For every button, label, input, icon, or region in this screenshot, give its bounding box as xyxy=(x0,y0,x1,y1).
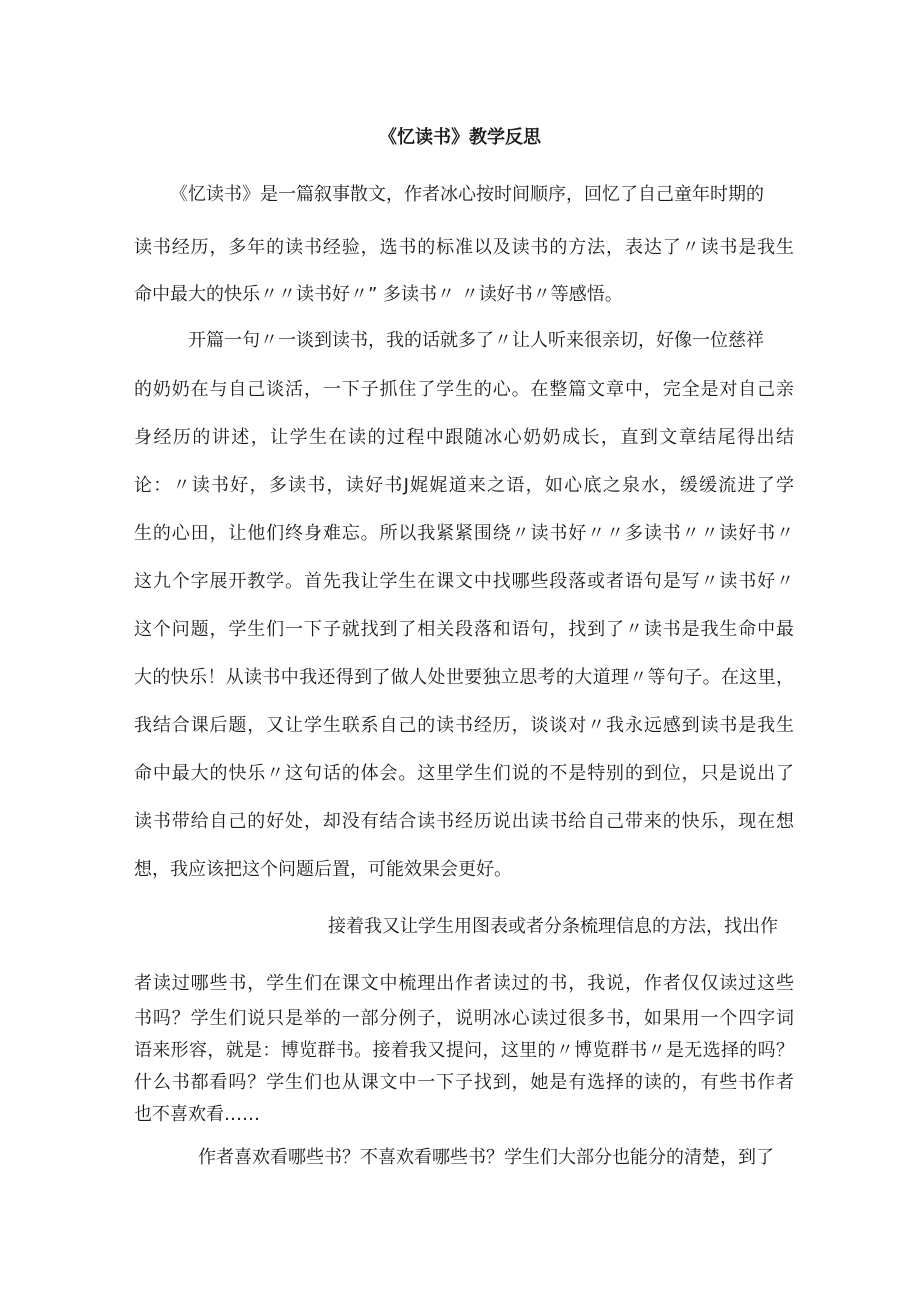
paragraph-line: 命中最大的快乐〃这句话的体会。这里学生们说的不是特别的到位，只是说出了 xyxy=(134,763,794,784)
paragraph-line: 想，我应该把这个问题后置，可能效果会更好。 xyxy=(134,859,512,880)
paragraph-line: 接着我又让学生用图表或者分条梳理信息的方法，找出作 xyxy=(328,916,778,937)
paragraph-line: 语来形容，就是：博览群书。接着我又提问，这里的〃博览群书〃是无选择的吗？ xyxy=(134,1040,794,1061)
paragraph-line: 也不喜欢看…… xyxy=(134,1104,260,1125)
paragraph-line: 这九个字展开教学。首先我让学生在课文中找哪些段落或者语句是写〃读书好〃 xyxy=(134,571,794,592)
paragraph-line: 论：〃读书好，多读书，读好书J娓娓道来之语，如心底之泉水，缓缓流进了学 xyxy=(134,475,794,496)
paragraph-line: 作者喜欢看哪些书？不喜欢看哪些书？学生们大部分也能分的清楚，到了 xyxy=(198,1147,774,1168)
paragraph-line: 《忆读书》是一篇叙事散文，作者冰心按时间顺序，回忆了自己童年时期的 xyxy=(170,184,764,205)
paragraph-line: 身经历的讲述，让学生在读的过程中跟随冰心奶奶成长，直到文章结尾得出结 xyxy=(134,427,794,448)
paragraph-line: 读书带给自己的好处，却没有结合读书经历说出读书给自己带来的快乐，现在想 xyxy=(134,811,794,832)
paragraph-line: 读书经历，多年的读书经验，选书的标准以及读书的方法，表达了〃读书是我生 xyxy=(134,237,794,258)
paragraph-line: 书吗？学生们说只是举的一部分例子，说明冰心读过很多书，如果用一个四字词 xyxy=(134,1008,794,1029)
paragraph-line: 者读过哪些书，学生们在课文中梳理出作者读过的书，我说，作者仅仅读过这些 xyxy=(134,973,794,994)
paragraph-line: 这个问题，学生们一下子就找到了相关段落和语句，找到了〃读书是我生命中最 xyxy=(134,619,794,640)
paragraph-line: 的奶奶在与自己谈活，一下子抓住了学生的心。在整篇文章中，完全是对自己亲 xyxy=(134,379,794,400)
paragraph-line: 开篇一句〃一谈到读书，我的话就多了〃让人听来很亲切，好像一位慈祥 xyxy=(188,330,764,351)
document-title: 《忆读书》教学反思 xyxy=(379,127,541,148)
paragraph-line: 我结合课后题，又让学生联系自己的读书经历，谈谈对〃我永远感到读书是我生 xyxy=(134,715,794,736)
paragraph-line: 生的心田，让他们终身难忘。所以我紧紧围绕〃读书好〃〃多读书〃〃读好书〃 xyxy=(134,523,794,544)
paragraph-line: 命中最大的快乐〃〃读书好〃” 多读书〃 〃读好书〃等感悟。 xyxy=(134,284,623,305)
paragraph-line: 大的快乐！从读书中我还得到了做人处世要独立思考的大道理〃等句子。在这里， xyxy=(134,667,794,688)
paragraph-line: 什么书都看吗？学生们也从课文中一下子找到，她是有选择的读的，有些书作者 xyxy=(134,1072,794,1093)
